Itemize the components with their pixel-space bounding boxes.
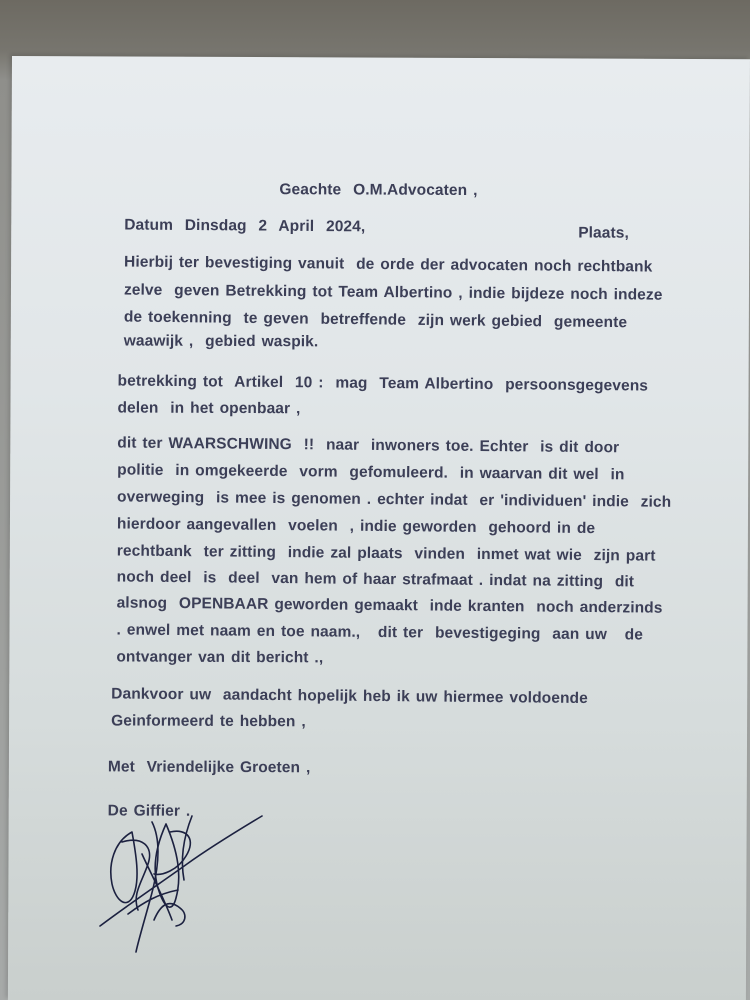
paragraph3-line: noch deel is deel van hem of haar strafmaat . indat na zitting dit bbox=[116, 568, 635, 591]
paragraph1-line: waawijk , gebied waspik. bbox=[123, 332, 319, 351]
greeting: Geachte O.M.Advocaten , bbox=[279, 181, 478, 200]
handwritten-signature bbox=[92, 802, 282, 962]
paragraph3-line: politie in omgekeerde vorm gefomuleerd. in waarvan dit wel in bbox=[117, 461, 625, 484]
paragraph3-line: ontvanger van dit bericht ., bbox=[116, 648, 324, 667]
closing: Met Vriendelijke Groeten , bbox=[107, 758, 311, 777]
paragraph3-line: dit ter WAARSCHWING !! naar inwoners toe. Echter is dit door bbox=[117, 434, 620, 457]
paragraph3-line: . enwel met naam en toe naam., dit ter bevestigeging aan uw de bbox=[116, 621, 644, 644]
paragraph1-line: Hierbij ter bevestiging vanuit de orde der advocaten noch rechtbank bbox=[124, 253, 653, 276]
paragraph1-line: de toekenning te geven betreffende zijn werk gebied gemeente bbox=[123, 308, 628, 332]
paragraph3-line: hierdoor aangevallen voelen , indie geworden gehoord in de bbox=[116, 515, 596, 538]
paragraph4-line: Geinformeerd te hebben , bbox=[111, 712, 306, 731]
place-label: Plaats, bbox=[578, 224, 629, 242]
paragraph3-line: overweging is mee is genomen . echter indat er 'individuen' indie zich bbox=[116, 488, 672, 511]
paragraph2-line: betrekking tot Artikel 10 : mag Team Albertino persoonsgegevens bbox=[117, 372, 649, 395]
paragraph3-line: alsnog OPENBAAR geworden gemaakt inde kranten noch anderzinds bbox=[116, 594, 663, 617]
paragraph1-line: zelve geven Betrekking tot Team Albertino , indie bijdeze noch indeze bbox=[123, 281, 663, 304]
signer-name: De Giffier . bbox=[107, 802, 191, 820]
paragraph2-line: delen in het openbaar , bbox=[117, 399, 301, 418]
paragraph4-line: Dankvoor uw aandacht hopelijk heb ik uw hiermee voldoende bbox=[111, 685, 588, 708]
date-line: Datum Dinsdag 2 April 2024, bbox=[124, 216, 366, 236]
paragraph3-line: rechtbank ter zitting indie zal plaats vinden inmet wat wie zijn part bbox=[116, 542, 656, 565]
